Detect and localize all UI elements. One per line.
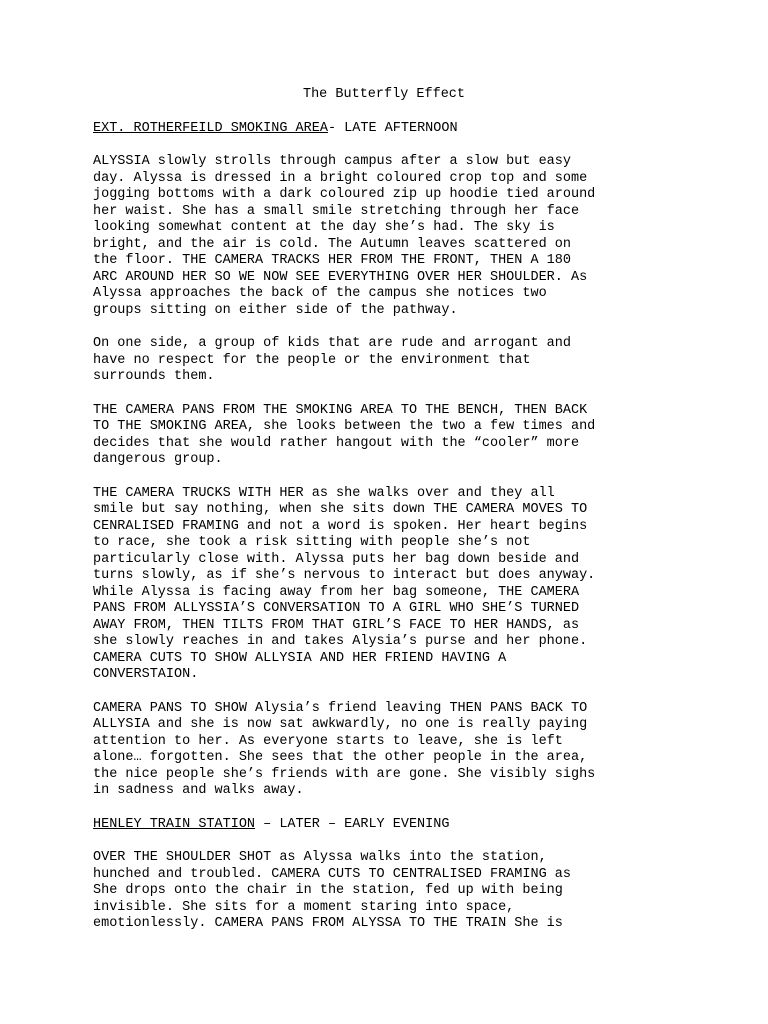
action-line: On one side, a group of kids that are rude and arrogant and bbox=[93, 336, 571, 351]
action-line: have no respect for the people or the environment that bbox=[93, 352, 531, 368]
action-line: hunched and troubled. CAMERA CUTS TO CENTRALISED FRAMING as bbox=[93, 866, 571, 882]
action-paragraph bbox=[93, 701, 693, 800]
action-paragraph bbox=[93, 154, 693, 319]
scene-heading-time: - LATE AFTERNOON bbox=[327, 120, 458, 136]
scenes-container bbox=[93, 121, 693, 933]
action-line: TO THE SMOKING AREA, she looks between the two a few times and bbox=[93, 419, 596, 434]
action-line: CONVERSTAION. bbox=[93, 667, 199, 682]
action-line: the floor. THE CAMERA TRACKS HER FROM THE FRONT, THEN A 180 bbox=[93, 253, 571, 268]
action-line: to race, she took a risk sitting with people she’s not bbox=[93, 535, 531, 550]
action-line: ARC AROUND HER SO WE NOW SEE EVERYTHING OVER HER SHOULDER. As bbox=[93, 269, 588, 285]
action-line: groups sitting on either side of the pathway. bbox=[93, 302, 458, 318]
scene-heading-location: EXT. ROTHERFEILD SMOKING AREA bbox=[93, 120, 328, 136]
action-line: looking somewhat content at the day she’s had. The sky is bbox=[93, 220, 555, 235]
action-line: jogging bottoms with a dark coloured zip up hoodie tied around bbox=[93, 187, 596, 202]
scene-heading-location: HENLEY TRAIN STATION bbox=[93, 816, 256, 832]
action-line: CENRALISED FRAMING and not a word is spoken. Her heart begins bbox=[93, 518, 588, 534]
scene-heading bbox=[93, 817, 693, 834]
action-line: CAMERA PANS TO SHOW Alysia’s friend leaving THEN PANS BACK TO bbox=[93, 700, 588, 716]
action-paragraph bbox=[93, 850, 693, 933]
scene-heading bbox=[93, 121, 693, 138]
action-line: OVER THE SHOULDER SHOT as Alyssa walks into the station, bbox=[93, 850, 547, 865]
action-line: attention to her. As everyone starts to leave, she is left bbox=[93, 733, 563, 749]
action-line: ALLYSIA and she is now sat awkwardly, no one is really paying bbox=[93, 717, 588, 732]
action-line: She drops onto the chair in the station, fed up with being bbox=[93, 883, 563, 898]
action-line: dangerous group. bbox=[93, 452, 223, 467]
action-line: day. Alyssa is dressed in a bright coloured crop top and some bbox=[93, 170, 588, 186]
action-line: ALYSSIA slowly strolls through campus after a slow but easy bbox=[93, 154, 571, 169]
action-paragraph bbox=[93, 336, 693, 386]
action-line: smile but say nothing, when she sits down THE CAMERA MOVES TO bbox=[93, 502, 588, 517]
action-paragraph bbox=[93, 486, 693, 684]
action-line: turns slowly, as if she’s nervous to interact but does anyway. bbox=[93, 568, 596, 583]
document-title: The Butterfly Effect bbox=[302, 87, 466, 102]
action-line: bright, and the air is cold. The Autumn leaves scattered on bbox=[93, 236, 571, 252]
action-line: alone… forgotten. She sees that the other people in the area, bbox=[93, 750, 588, 765]
action-line: decides that she would rather hangout with the “cooler” more bbox=[93, 435, 580, 451]
script-page bbox=[93, 87, 693, 950]
action-line: AWAY FROM, THEN TILTS FROM THAT GIRL’S FACE TO HER HANDS, as bbox=[93, 617, 580, 633]
action-line: the nice people she’s friends with are gone. She visibly sighs bbox=[93, 766, 596, 782]
action-line: she slowly reaches in and takes Alysia’s purse and her phone. bbox=[93, 634, 588, 649]
action-line: THE CAMERA PANS FROM THE SMOKING AREA TO THE BENCH, THEN BACK bbox=[93, 402, 588, 418]
action-line: CAMERA CUTS TO SHOW ALLYSIA AND HER FRIEND HAVING A bbox=[93, 650, 507, 666]
scene-heading-time: – LATER – EARLY EVENING bbox=[255, 816, 450, 832]
action-line: in sadness and walks away. bbox=[93, 783, 304, 798]
action-line: emotionlessly. CAMERA PANS FROM ALYSSA TO THE TRAIN She is bbox=[93, 916, 563, 931]
action-line: invisible. She sits for a moment staring into space, bbox=[93, 899, 515, 915]
action-line: particularly close with. Alyssa puts her bag down beside and bbox=[93, 551, 580, 567]
action-line: Alyssa approaches the back of the campus she notices two bbox=[93, 286, 547, 301]
action-line: While Alyssa is facing away from her bag someone, THE CAMERA bbox=[93, 584, 580, 600]
action-line: surrounds them. bbox=[93, 369, 215, 384]
action-line: her waist. She has a small smile stretching through her face bbox=[93, 203, 580, 219]
action-paragraph bbox=[93, 403, 693, 469]
action-line: PANS FROM ALLYSSIA’S CONVERSATION TO A GIRL WHO SHE’S TURNED bbox=[93, 601, 580, 616]
action-line: THE CAMERA TRUCKS WITH HER as she walks over and they all bbox=[93, 485, 555, 501]
